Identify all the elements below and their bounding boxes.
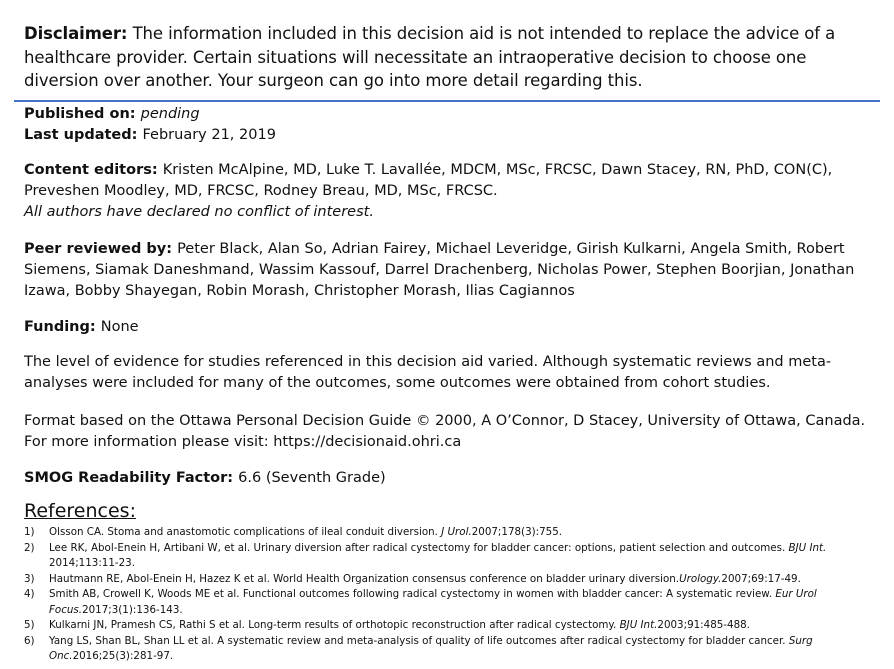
reference-item — [24, 618, 884, 634]
format-info — [24, 411, 884, 453]
disclaimer-label: Disclaimer: — [24, 24, 128, 43]
editors-names: Kristen McAlpine, MD, Luke T. Lavallée, MDCM, MSc, FRCSC, Dawn Stacey, RN, PhD, CON(C), Preveshen Moodley, MD, FRCSC, Rodney Breau, MD, MSc, FRCSC. — [24, 162, 833, 199]
reference-citation: 2007;69:17-49. — [721, 572, 801, 585]
published-value: pending — [140, 106, 200, 122]
reference-item — [24, 587, 884, 618]
reference-number: 1) — [24, 526, 35, 538]
reference-number: 4) — [24, 588, 35, 600]
reference-journal: Urology. — [679, 572, 722, 585]
conflict-text: All authors have declared no conflict of interest. — [24, 204, 374, 220]
more-info-line: For more information please visit: https://decisionaid.ohri.ca — [24, 434, 462, 450]
reference-journal: Eur Urol Focus. — [49, 588, 817, 616]
format-line: Format based on the Ottawa Personal Decision Guide © 2000, A O’Connor, D Stacey, University of Ottawa, Canada. — [24, 413, 866, 429]
reference-number: 5) — [24, 619, 35, 631]
reference-journal: J Urol. — [441, 526, 472, 538]
reference-citation: 2014;113:11-23. — [49, 557, 135, 569]
publication-info — [24, 104, 884, 146]
references-list — [24, 525, 884, 665]
reference-citation: 2017;3(1):136-143. — [82, 603, 183, 616]
evidence-paragraph: The level of evidence for studies referenced in this decision aid varied. Although systematic reviews and meta-analyses were included for many of the outcomes, some outcomes were obtained from cohort studies. — [24, 354, 832, 391]
reference-journal: BJU Int. — [619, 619, 658, 631]
updated-line — [24, 125, 884, 146]
peer-reviewers — [24, 239, 884, 302]
reference-number: 3) — [24, 572, 35, 585]
reference-journal: BJU Int. — [788, 541, 827, 554]
reference-text: Yang LS, Shan BL, Shan LL et al. A systematic review and meta-analysis of quality of life outcomes after radical cystectomy for bladder cancer. — [49, 634, 789, 647]
smog-label: SMOG Readability Factor: — [24, 470, 239, 486]
smog-line — [24, 468, 884, 489]
reference-item — [24, 541, 884, 572]
funding-value: None — [100, 319, 139, 335]
section-divider — [14, 100, 880, 102]
smog-value: 6.6 (Seventh Grade) — [238, 470, 386, 486]
reference-number: 2) — [24, 541, 35, 554]
peer-names: Peter Black, Alan So, Adrian Fairey, Michael Leveridge, Girish Kulkarni, Angela Smith, Robert Siemens, Siamak Daneshmand, Wassim Kassouf, Darrel Drachenberg, Nicholas Power, Stephen Boorjian, Jonathan Izawa, Bobby Shayegan, Robin Morash, Christopher Morash, Ilias Cagiannos — [24, 241, 855, 299]
conflict-statement — [24, 202, 884, 223]
updated-value: February 21, 2019 — [142, 127, 276, 143]
reference-text: Lee RK, Abol-Enein H, Artibani W, et al. Urinary diversion after radical cystectomy for bladder cancer: options, patient selection and outcomes. — [49, 541, 789, 554]
peer-label: Peer reviewed by: — [24, 241, 178, 257]
reference-item — [24, 572, 884, 588]
funding-line — [24, 317, 884, 338]
reference-citation: 2016;25(3):281-97. — [72, 650, 174, 662]
editors-line — [24, 160, 884, 202]
reference-item — [24, 525, 884, 541]
published-label: Published on: — [24, 106, 141, 122]
reference-journal: Surg Onc. — [49, 634, 813, 662]
content-editors — [24, 160, 884, 223]
updated-label: Last updated: — [24, 127, 143, 143]
editors-label: Content editors: — [24, 162, 163, 178]
published-line — [24, 104, 884, 125]
reference-citation: 2003;91:485-488. — [657, 619, 750, 631]
disclaimer-paragraph — [24, 22, 884, 93]
reference-number: 6) — [24, 634, 35, 647]
reference-text: Smith AB, Crowell K, Woods ME et al. Functional outcomes following radical cystectomy in women with bladder cancer: A systematic review. — [49, 588, 776, 600]
disclaimer-text: The information included in this decision aid is not intended to replace the advice of a healthcare provider. Certain situations will necessitate an intraoperative decision to choose one diversion over another. Your surgeon can go into more detail regarding this. — [24, 24, 836, 90]
reference-item — [24, 634, 884, 665]
reference-text: Hautmann RE, Abol-Enein H, Hazez K et al. World Health Organization consensus conference on bladder urinary diversion. — [49, 572, 680, 585]
references-heading: References: — [24, 500, 136, 522]
reference-citation: 2007;178(3):755. — [471, 526, 563, 538]
reference-text: Kulkarni JN, Pramesh CS, Rathi S et al. Long-term results of orthotopic reconstruction after radical cystectomy. — [49, 619, 620, 631]
reference-text: Olsson CA. Stoma and anastomotic complications of ileal conduit diversion. — [49, 526, 442, 538]
funding-label: Funding: — [24, 319, 101, 335]
